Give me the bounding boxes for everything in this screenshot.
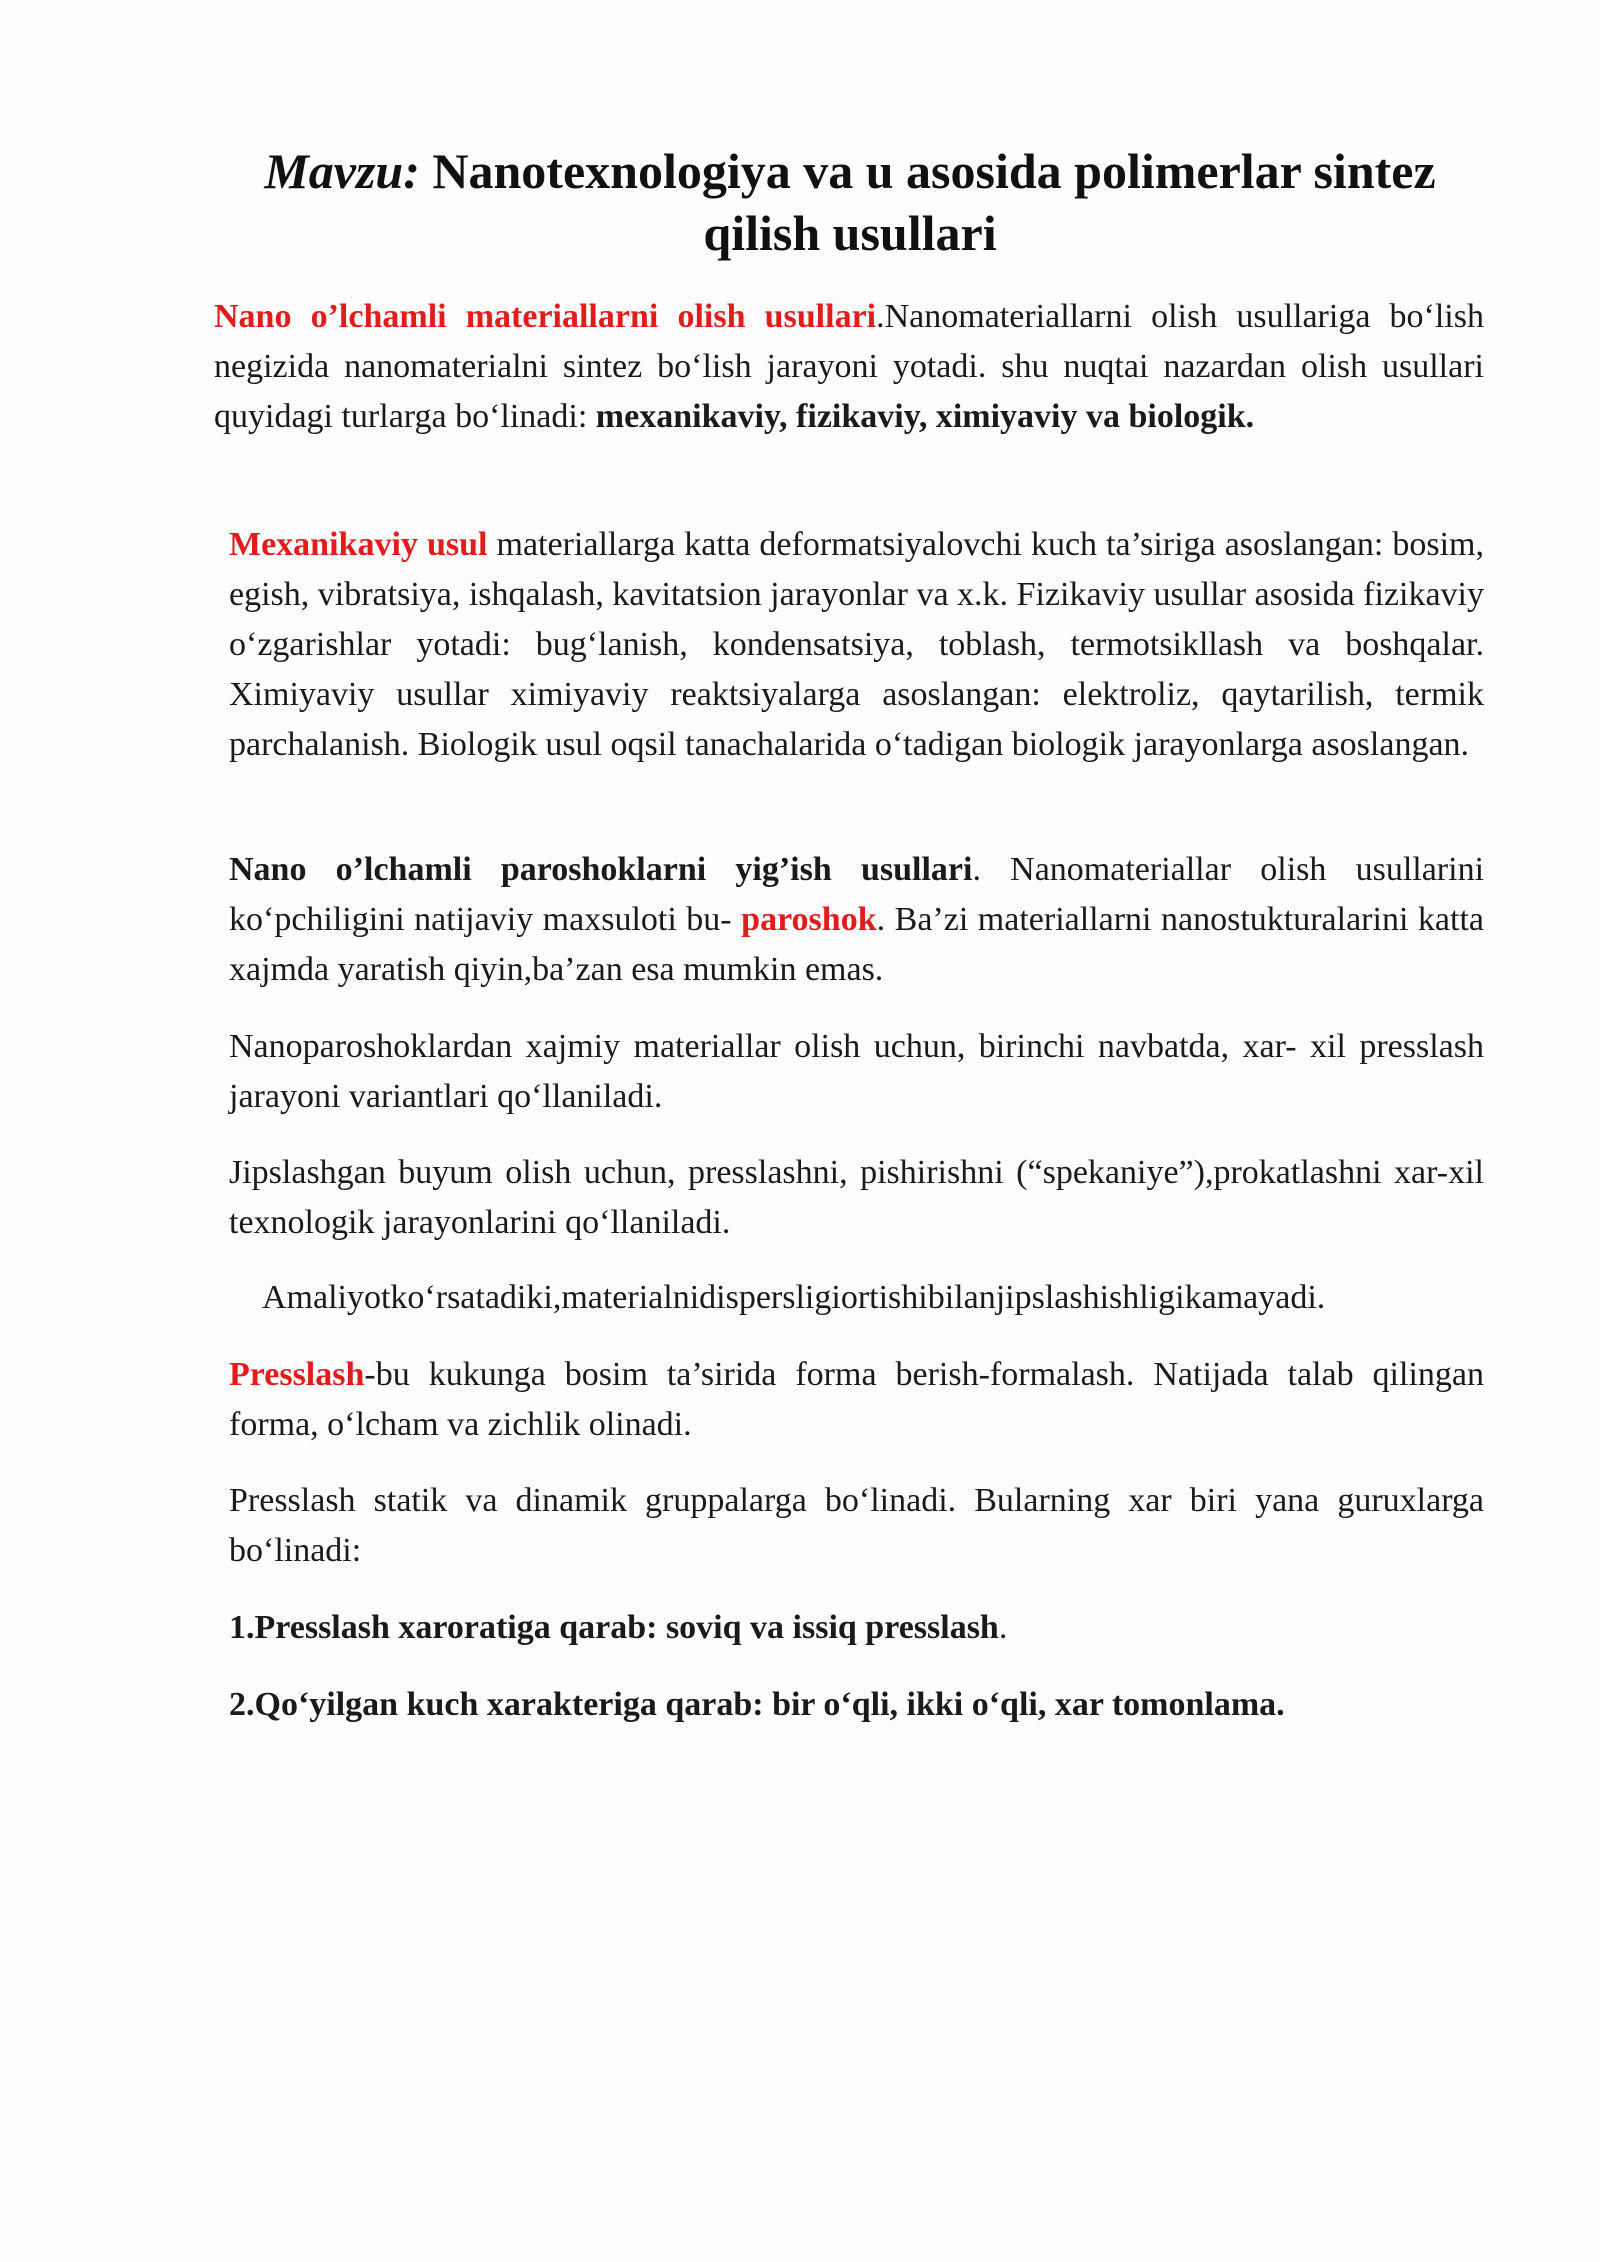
- list-item-tail: .: [998, 1609, 1008, 1646]
- paragraph-text: . Ba’zi materiallarni nanostukturalarini katta xajmda yaratish qiyin,ba’zan esa mumkin emas.: [229, 901, 1484, 988]
- paragraph-heading: Presslash: [229, 1356, 365, 1393]
- list-item-bold: 2.Qo‘yilgan kuch xarakteriga qarab: bir o‘qli, ikki o‘qli, xar tomonlama.: [229, 1686, 1285, 1723]
- paragraph-presslash-definition: [229, 1350, 1484, 1450]
- paragraph-heading: Mexanikaviy usul: [229, 526, 488, 563]
- list-item-2: [229, 1680, 1484, 1730]
- paragraph-highlight: paroshok: [741, 901, 877, 938]
- paragraph-nanoparoshoklar: Nanoparoshoklardan xajmiy materiallar olish uchun, birinchi navbatda, xar- xil presslash jarayoni variantlari qo‘llaniladi.: [229, 1028, 1484, 1115]
- paragraph-heading: Nano o’lchamli paroshoklarni yig’ish usullari: [229, 851, 973, 888]
- paragraph-amaliyot: Amaliyotko‘rsatadiki,materialnidispersligiortishibilanjipslashishligikamayadi.: [262, 1279, 1326, 1316]
- paragraph-mexanikaviy-usul: [229, 520, 1484, 770]
- title-prefix: Mavzu:: [264, 143, 420, 199]
- paragraph-olish-usullari: [214, 292, 1484, 442]
- paragraph-paroshok-usullari: [229, 845, 1484, 995]
- paragraph-text: materiallarga katta deformatsiyalovchi kuch ta’siriga asoslangan: bosim, egish, vibratsiya, ishqalash, kavitatsion jarayonlar va x.k. Fizikaviy usullar asosida fizikaviy o‘zgarishlar yotadi: bug‘lanish, kondensatsiya, toblash, termotsikllash va boshqalar. Ximiyaviy usullar ximiyaviy reaktsiyalarga asoslangan: elektroliz, qaytarilish, termik parchalanish. Biologik usul oqsil tanachalarida o‘tadigan biologik jarayonlarga asoslangan.: [229, 526, 1485, 763]
- list-item-1: [229, 1603, 1484, 1653]
- paragraph-bold-tail: mexanikaviy, fizikaviy, ximiyaviy va biologik.: [595, 398, 1255, 435]
- paragraph-presslash-groups: Presslash statik va dinamik gruppalarga bo‘linadi. Bularning xar biri yana guruxlarga bo‘linadi:: [229, 1482, 1484, 1569]
- list-item-bold: 1.Presslash xaroratiga qarab: soviq va issiq presslash: [229, 1609, 999, 1646]
- paragraph-text: . Nanomateriallar olish usullarini ko‘pchiligini natijaviy maxsuloti bu-: [229, 851, 1485, 938]
- paragraph-text: .Nanomateriallarni olish usullariga bo‘lish negizida nanomaterialni sintez bo‘lish jarayoni yotadi. shu nuqtai nazardan olish usullari quyidagi turlarga bo‘linadi:: [214, 298, 1484, 435]
- paragraph-text: -bu kukunga bosim ta’sirida forma berish-formalash. Natijada talab qilingan forma, o‘lcham va zichlik olinadi.: [229, 1356, 1484, 1443]
- paragraph-heading: Nano o’lchamli materiallarni olish usullari: [214, 298, 877, 335]
- page-title: [200, 140, 1500, 264]
- paragraph-jipslashgan-buyum: Jipslashgan buyum olish uchun, presslashni, pishirishni (“spekaniye”),prokatlashni xar-xil texnologik jarayonlarini qo‘llaniladi.: [229, 1154, 1484, 1241]
- title-text: Nanotexnologiya va u asosida polimerlar sintez qilish usullari: [432, 143, 1436, 261]
